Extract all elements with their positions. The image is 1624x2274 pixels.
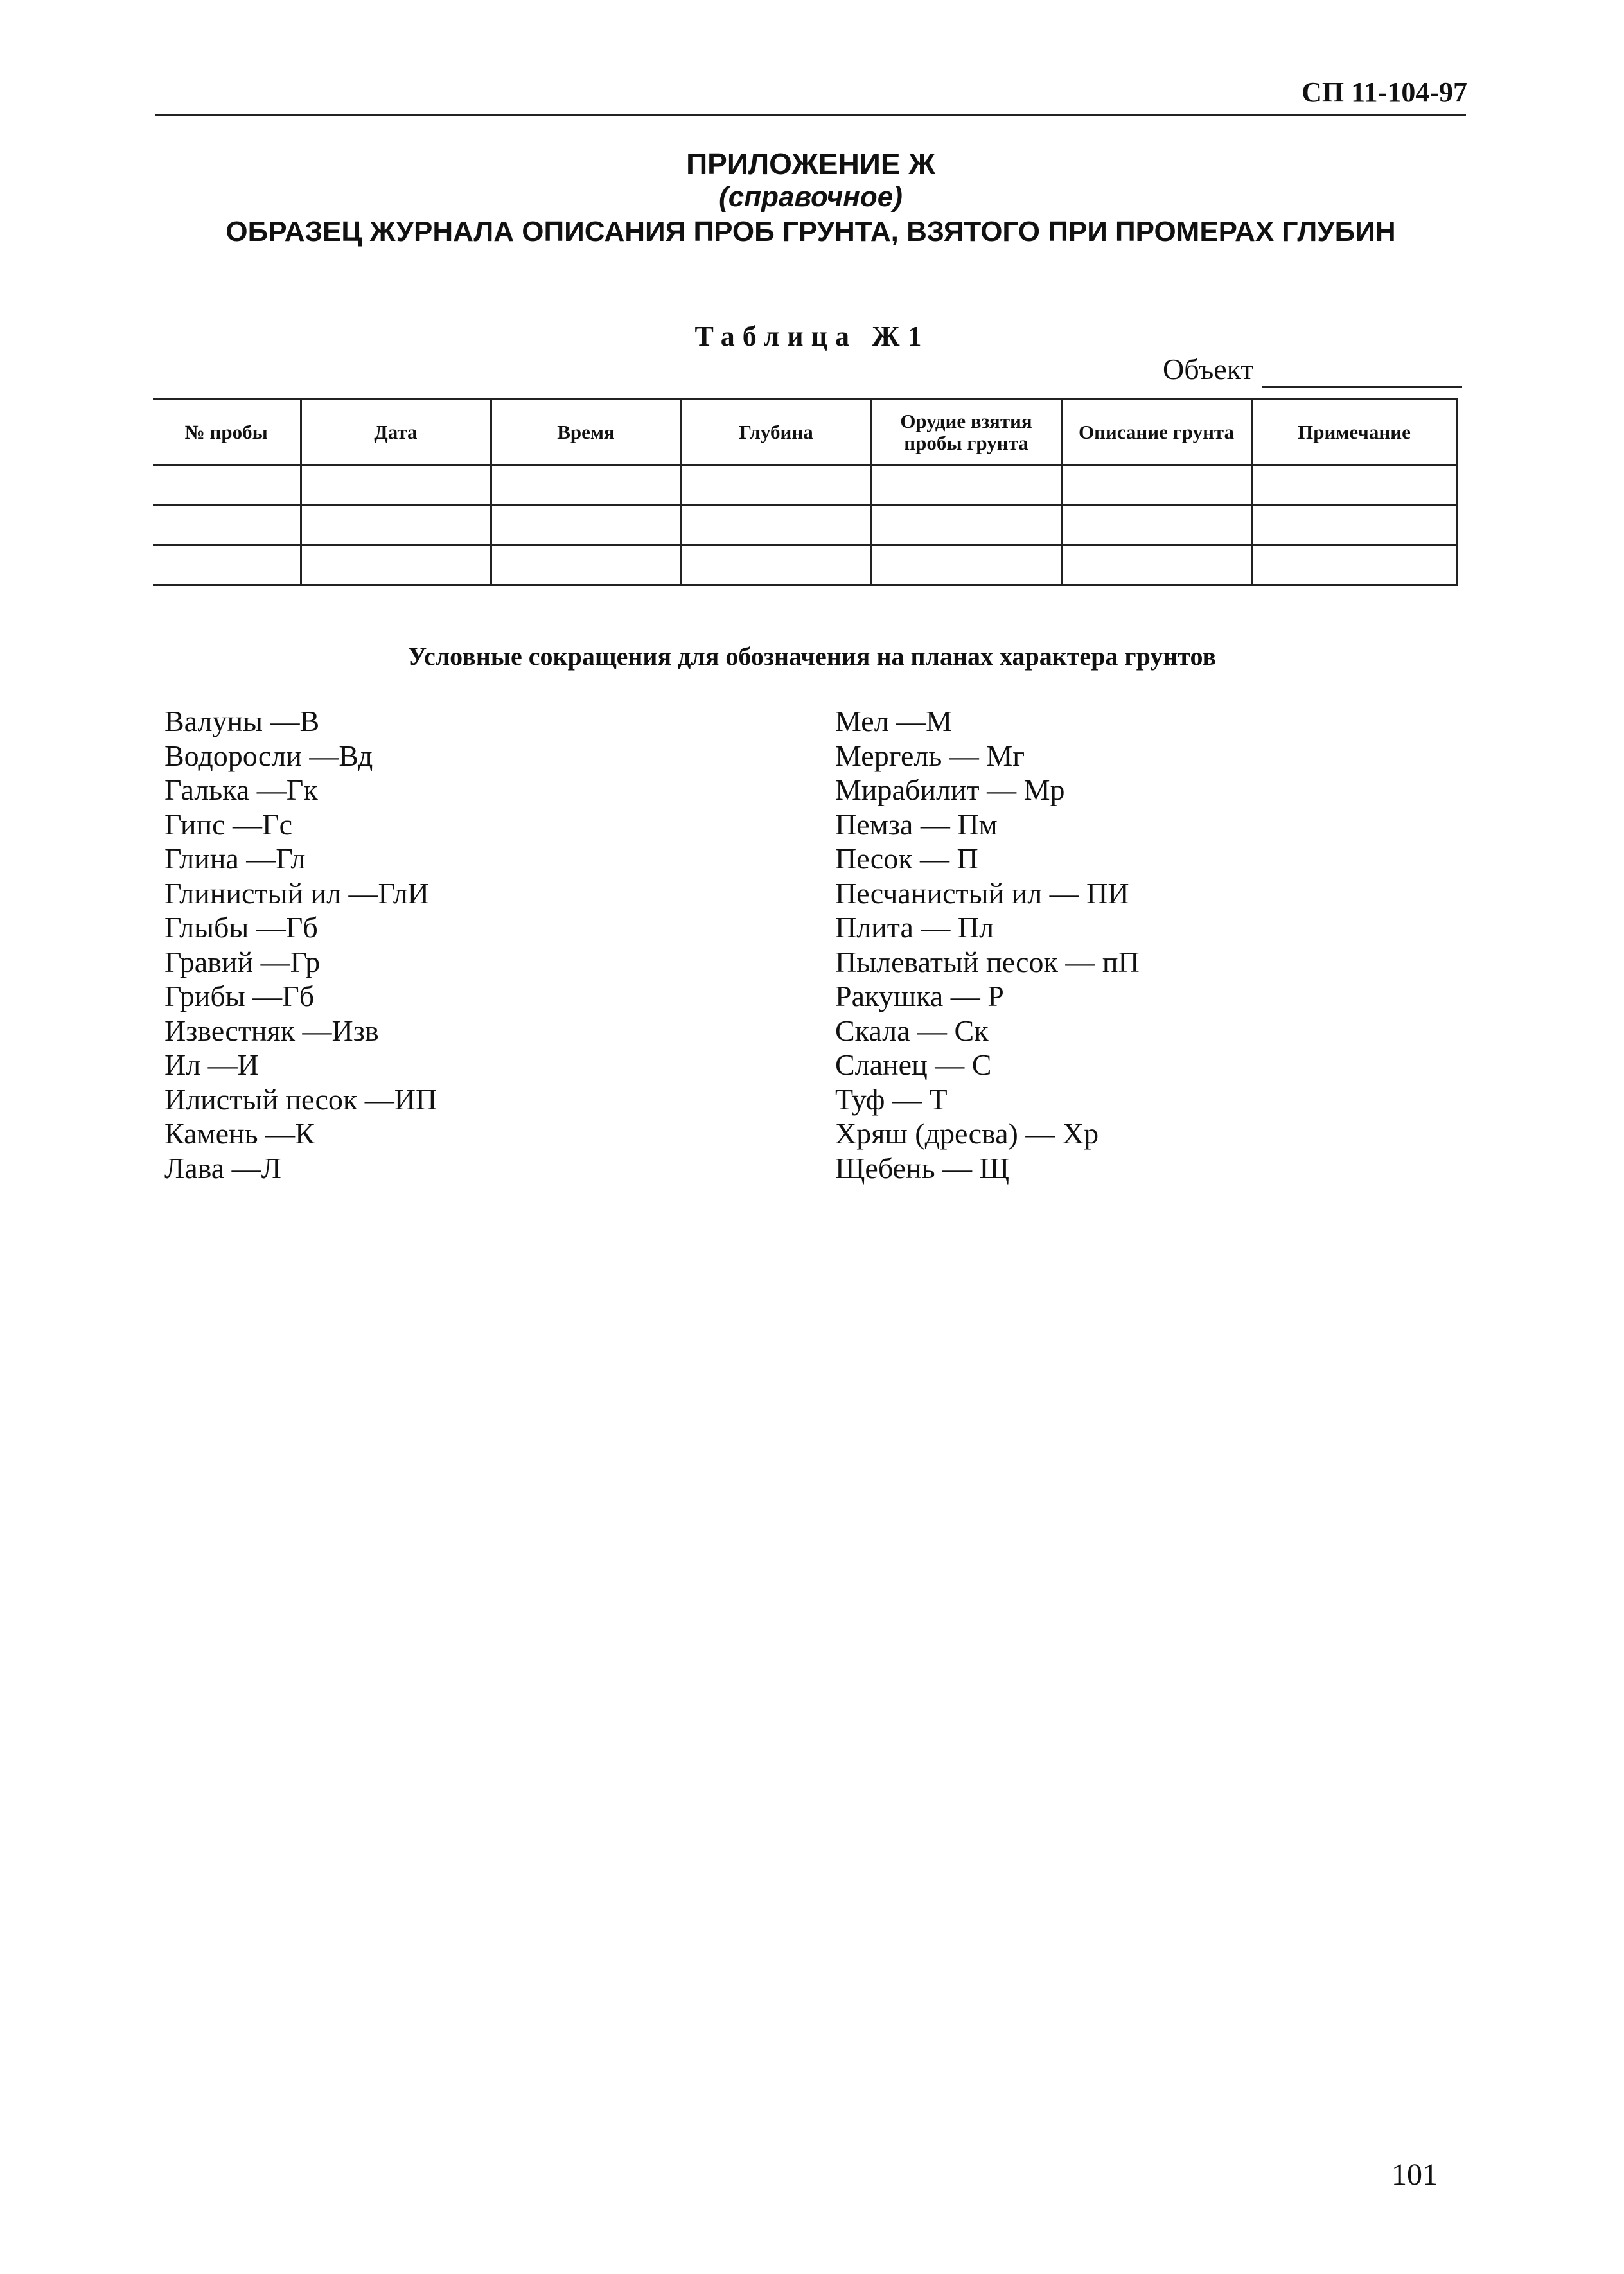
abbreviation-item: Пемза — Пм [835, 807, 998, 841]
abbreviation-item: Скала — Ск [835, 1014, 989, 1047]
abbreviation-item: Песчанистый ил — ПИ [835, 876, 1129, 910]
abbreviation-item: Гипс —Гс [164, 807, 293, 841]
abbreviation-item: Водоросли —Вд [164, 739, 373, 772]
table-cell [153, 545, 301, 585]
header-rule [155, 114, 1466, 116]
table-cell [1251, 506, 1457, 545]
table-cell [681, 545, 871, 585]
table-cell [681, 506, 871, 545]
abbreviation-item: Туф — Т [835, 1082, 948, 1116]
object-fill-line [1262, 386, 1462, 388]
table-cell [1061, 466, 1251, 506]
table-cell [491, 545, 681, 585]
abbreviation-item: Пылеватый песок — пП [835, 945, 1140, 978]
table-body [153, 466, 1457, 585]
column-header-soil-description: Описание грунта [1061, 400, 1251, 466]
column-header-sample-no: № пробы [153, 400, 301, 466]
abbreviation-list-right [835, 704, 1140, 1185]
abbreviation-item: Щебень — Щ [835, 1151, 1010, 1185]
abbreviation-item: Песок — П [835, 842, 978, 875]
table-caption: Таблица Ж1 [694, 321, 930, 352]
column-header-depth: Глубина [681, 400, 871, 466]
table-header-row [153, 400, 1457, 466]
column-header-sampling-tool: Орудие взятия пробы грунта [871, 400, 1061, 466]
table-cell [871, 545, 1061, 585]
abbreviation-item: Глина —Гл [164, 842, 306, 875]
table-cell [153, 466, 301, 506]
abbreviation-item: Хряш (дресва) — Хр [835, 1117, 1099, 1150]
table-row [153, 506, 1457, 545]
table-cell [153, 506, 301, 545]
abbreviation-list-left [164, 704, 437, 1185]
table-cell [1251, 466, 1457, 506]
table-cell [491, 506, 681, 545]
abbreviation-item: Мергель — Мг [835, 739, 1025, 772]
table-cell [1251, 545, 1457, 585]
table-cell [301, 466, 491, 506]
appendix-subtitle: (справочное) [719, 181, 903, 213]
abbreviation-item: Плита — Пл [835, 911, 994, 944]
sample-journal-table [153, 398, 1458, 586]
table-row [153, 466, 1457, 506]
table-cell [681, 466, 871, 506]
abbreviation-item: Глыбы —Гб [164, 911, 318, 944]
object-label: Объект [1163, 353, 1254, 385]
appendix-heading: ОБРАЗЕЦ ЖУРНАЛА ОПИСАНИЯ ПРОБ ГРУНТА, ВЗЯТОГО ПРИ ПРОМЕРАХ ГЛУБИН [225, 216, 1396, 247]
legend-heading: Условные сокращения для обозначения на планах характера грунтов [407, 642, 1217, 671]
abbreviation-item: Галька —Гк [164, 773, 318, 806]
abbreviation-item: Лава —Л [164, 1151, 281, 1185]
abbreviation-item: Глинистый ил —ГлИ [164, 876, 429, 910]
abbreviation-item: Мел —М [835, 705, 953, 737]
abbreviation-item: Мирабилит — Мр [835, 773, 1065, 806]
abbreviation-item: Илистый песок —ИП [164, 1082, 437, 1116]
table-cell [1061, 506, 1251, 545]
abbreviation-item: Камень —К [164, 1117, 315, 1150]
table-row [153, 545, 1457, 585]
table-cell [301, 545, 491, 585]
abbreviation-item: Ракушка — Р [835, 980, 1004, 1012]
abbreviation-item: Валуны —В [164, 705, 320, 737]
appendix-title: ПРИЛОЖЕНИЕ Ж [686, 147, 935, 181]
table-cell [871, 466, 1061, 506]
abbreviation-item: Грибы —Гб [164, 980, 315, 1012]
table-cell [301, 506, 491, 545]
table-cell [871, 506, 1061, 545]
column-header-date: Дата [301, 400, 491, 466]
table-cell [1061, 545, 1251, 585]
abbreviation-item: Ил —И [164, 1048, 259, 1081]
page-number: 101 [1391, 2158, 1438, 2192]
abbreviation-item: Сланец — С [835, 1048, 992, 1081]
column-header-note: Примечание [1251, 400, 1457, 466]
abbreviation-item: Гравий —Гр [164, 945, 321, 978]
table-cell [491, 466, 681, 506]
document-code: СП 11-104-97 [1302, 76, 1467, 108]
column-header-time: Время [491, 400, 681, 466]
abbreviation-item: Известняк —Изв [164, 1014, 379, 1047]
